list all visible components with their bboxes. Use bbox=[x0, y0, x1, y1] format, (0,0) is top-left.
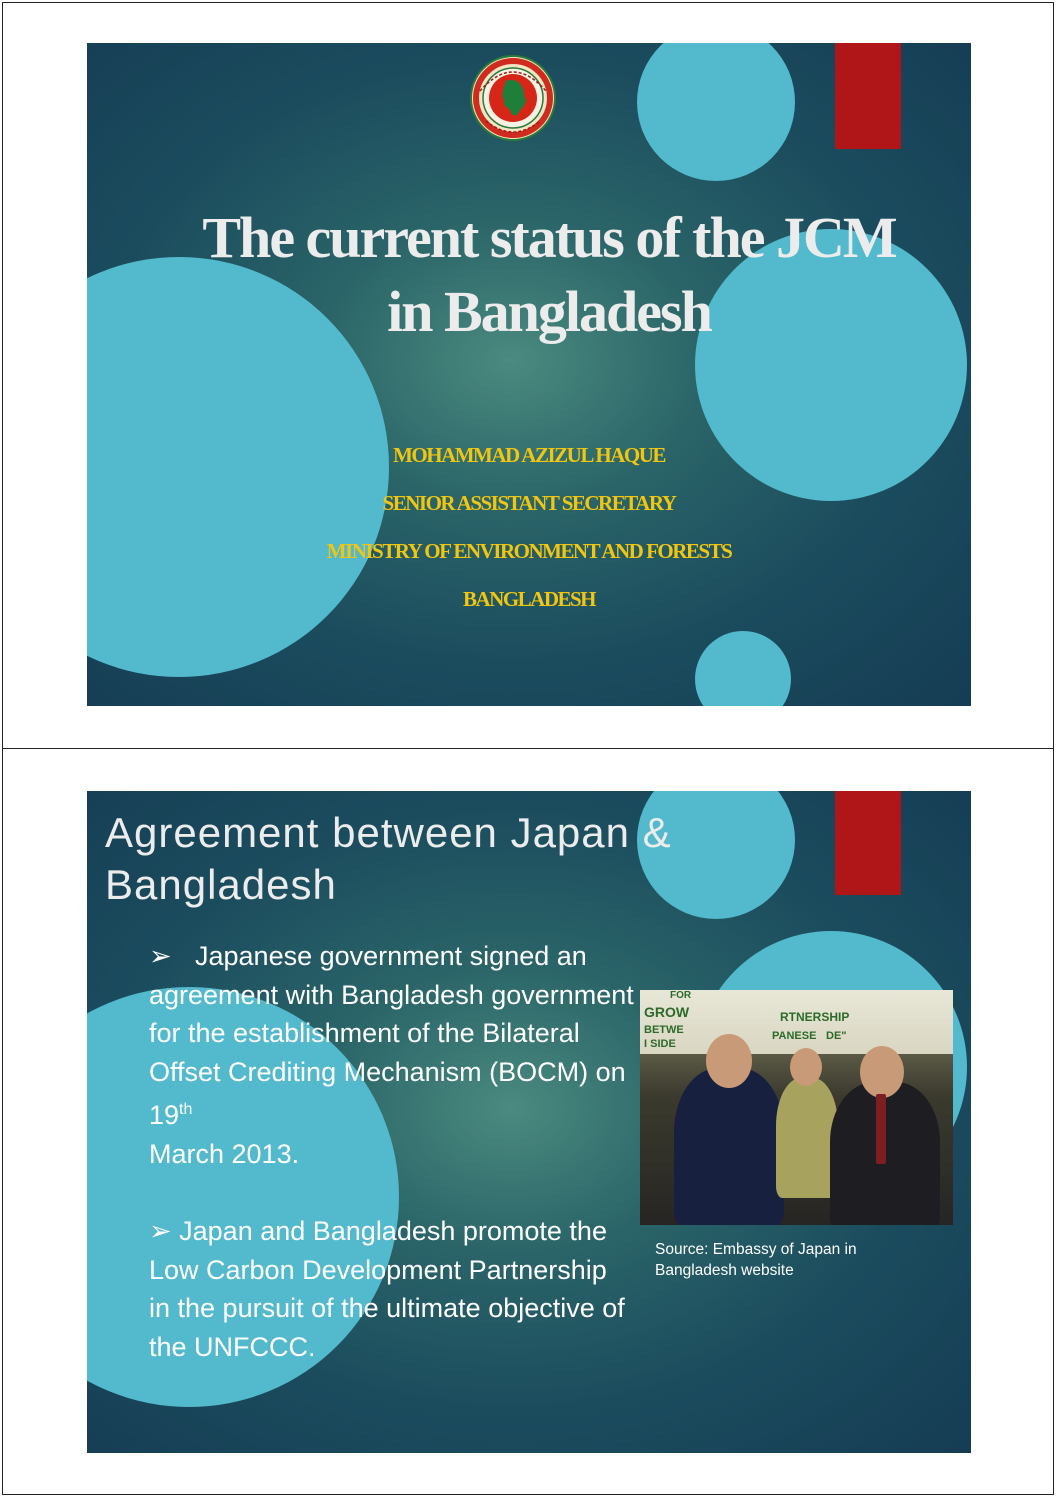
bullet-item-lcdp bbox=[149, 1212, 634, 1366]
photo-head-left bbox=[706, 1034, 752, 1088]
presentation-title bbox=[107, 201, 971, 349]
agreement-slide bbox=[87, 791, 971, 1453]
bullet-item-bocm bbox=[149, 937, 634, 1173]
slide-title-line-2: Bangladesh bbox=[105, 861, 337, 908]
photo-head-middle bbox=[790, 1048, 822, 1086]
photo-tie bbox=[876, 1094, 886, 1164]
slide-title-line-1: Agreement between Japan & bbox=[105, 809, 672, 856]
banner-text-de: DE" bbox=[826, 1030, 847, 1042]
bullet-text-bocm: Japanese government signed an agreement with Bangladesh government for the establishment of the Bilateral Offset Crediting Mechanism (BOCM) on 19 bbox=[149, 941, 634, 1130]
author-position: SENIOR ASSISTANT SECRETARY bbox=[382, 491, 676, 515]
page-divider bbox=[2, 748, 1054, 749]
photo-person-left bbox=[674, 1068, 784, 1225]
arrow-bullet-icon: ➢ bbox=[149, 941, 172, 971]
bullet-text-date: March 2013. bbox=[149, 1138, 300, 1169]
photo-caption: Source: Embassy of Japan in Bangladesh website bbox=[655, 1241, 857, 1279]
banner-text-for: FOR bbox=[670, 990, 692, 1001]
author-ministry: MINISTRY OF ENVIRONMENT AND FORESTS bbox=[326, 539, 732, 563]
photo-head-right bbox=[860, 1046, 904, 1098]
ordinal-suffix: th bbox=[179, 1101, 193, 1118]
title-line-1: The current status of the JCM bbox=[202, 205, 896, 270]
photo-person-middle bbox=[776, 1078, 838, 1198]
bullet-list bbox=[149, 937, 634, 1366]
bullet-text-lcdp: Japan and Bangladesh promote the Low Carbon Development Partnership in the pursuit of the ultimate objective of the UNFCCC. bbox=[149, 1216, 625, 1362]
banner-text-partnership: RTNERSHIP bbox=[780, 1010, 850, 1024]
banner-text-growth: GROW bbox=[644, 1004, 690, 1020]
author-block bbox=[87, 431, 971, 623]
decor-circle-bottom bbox=[695, 631, 791, 706]
banner-text-japanese: PANESE bbox=[772, 1030, 817, 1042]
author-country: BANGLADESH bbox=[462, 587, 596, 611]
slide-title bbox=[105, 807, 865, 911]
accent-bar bbox=[835, 43, 901, 149]
banner-text-between: BETWE bbox=[644, 1024, 684, 1036]
arrow-bullet-icon: ➢ bbox=[149, 1216, 172, 1246]
photo-banner bbox=[640, 990, 953, 1054]
government-emblem-icon bbox=[470, 51, 556, 145]
signing-ceremony-photo bbox=[640, 990, 953, 1225]
banner-text-side: I SIDE bbox=[644, 1038, 676, 1050]
title-line-2: in Bangladesh bbox=[387, 279, 711, 344]
author-name: MOHAMMAD AZIZUL HAQUE bbox=[393, 443, 665, 467]
decor-circle-top bbox=[637, 43, 795, 181]
title-slide bbox=[87, 43, 971, 706]
